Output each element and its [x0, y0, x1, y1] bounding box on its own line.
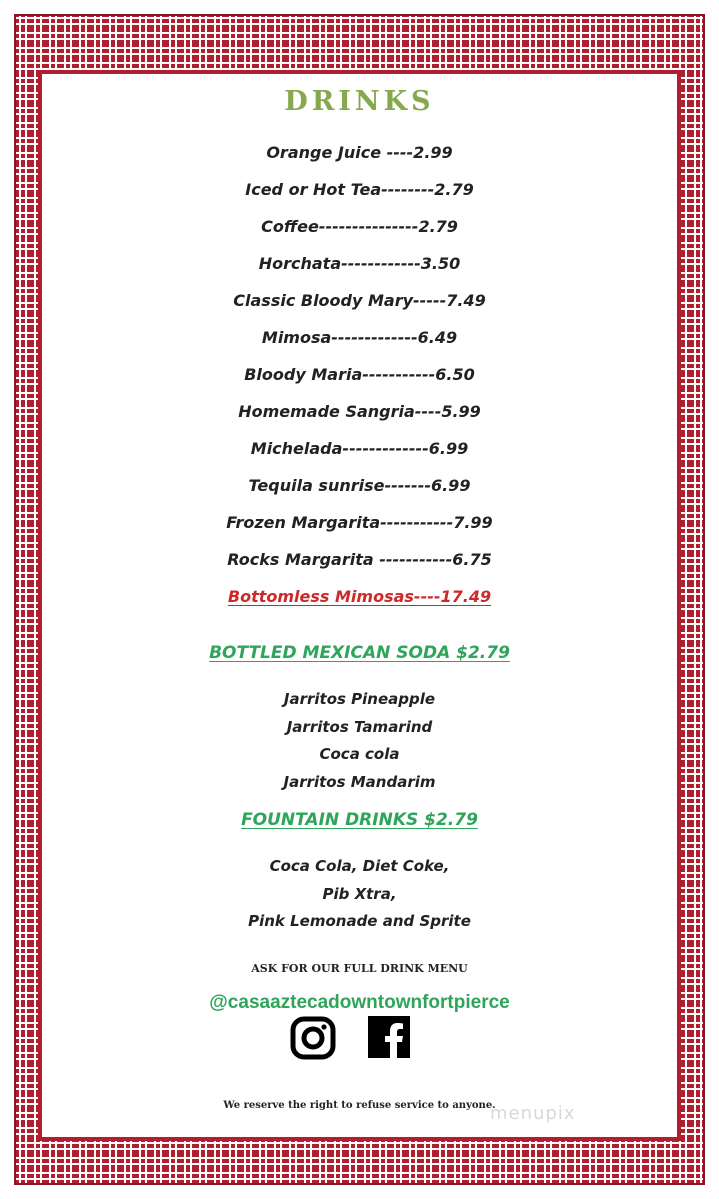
drink-item: Mimosa-------------6.49 — [261, 328, 458, 347]
fountain-list — [0, 853, 719, 936]
drink-item: Coffee---------------2.79 — [261, 217, 458, 236]
drink-item: Iced or Hot Tea--------2.79 — [245, 180, 474, 199]
instagram-icon[interactable] — [290, 1016, 336, 1060]
social-handle: @casaaztecadowntownfortpierce — [209, 992, 510, 1013]
drink-item: Horchata------------3.50 — [258, 254, 461, 273]
drink-item: Rocks Margarita -----------6.75 — [227, 550, 492, 569]
drink-item-special: Bottomless Mimosas----17.49 — [227, 587, 492, 606]
drink-item: Classic Bloody Mary-----7.49 — [233, 291, 486, 310]
drink-item: Homemade Sangria----5.99 — [238, 402, 481, 421]
drink-item: Orange Juice ----2.99 — [266, 143, 453, 162]
soda-section-header: BOTTLED MEXICAN SODA $2.79 — [209, 643, 510, 663]
drink-list — [0, 138, 719, 619]
full-menu-note: ASK FOR OUR FULL DRINK MENU — [251, 962, 468, 975]
drink-item: Tequila sunrise-------6.99 — [248, 476, 471, 495]
soda-item: Jarritos Tamarind — [286, 717, 433, 736]
fountain-item: Pink Lemonade and Sprite — [248, 912, 471, 930]
fountain-item: Pib Xtra, — [322, 884, 397, 903]
fountain-section-header: FOUNTAIN DRINKS $2.79 — [241, 810, 478, 830]
drink-item: Bloody Maria-----------6.50 — [244, 365, 475, 384]
facebook-icon[interactable] — [368, 1016, 410, 1058]
refusal-notice: We reserve the right to refuse service to anyone. — [223, 1100, 496, 1111]
fountain-item: Coca Cola, Diet Coke, — [269, 857, 450, 875]
soda-item: Coca cola — [319, 745, 400, 763]
drink-item: Michelada-------------6.99 — [250, 439, 469, 458]
drink-item: Frozen Margarita-----------7.99 — [226, 513, 493, 532]
page-title: DRINKS — [284, 86, 435, 117]
soda-item: Jarritos Mandarim — [283, 772, 436, 791]
soda-list — [0, 686, 719, 796]
soda-item: Jarritos Pineapple — [283, 690, 436, 708]
social-icons — [290, 1016, 420, 1060]
watermark: menupix — [490, 1103, 576, 1124]
